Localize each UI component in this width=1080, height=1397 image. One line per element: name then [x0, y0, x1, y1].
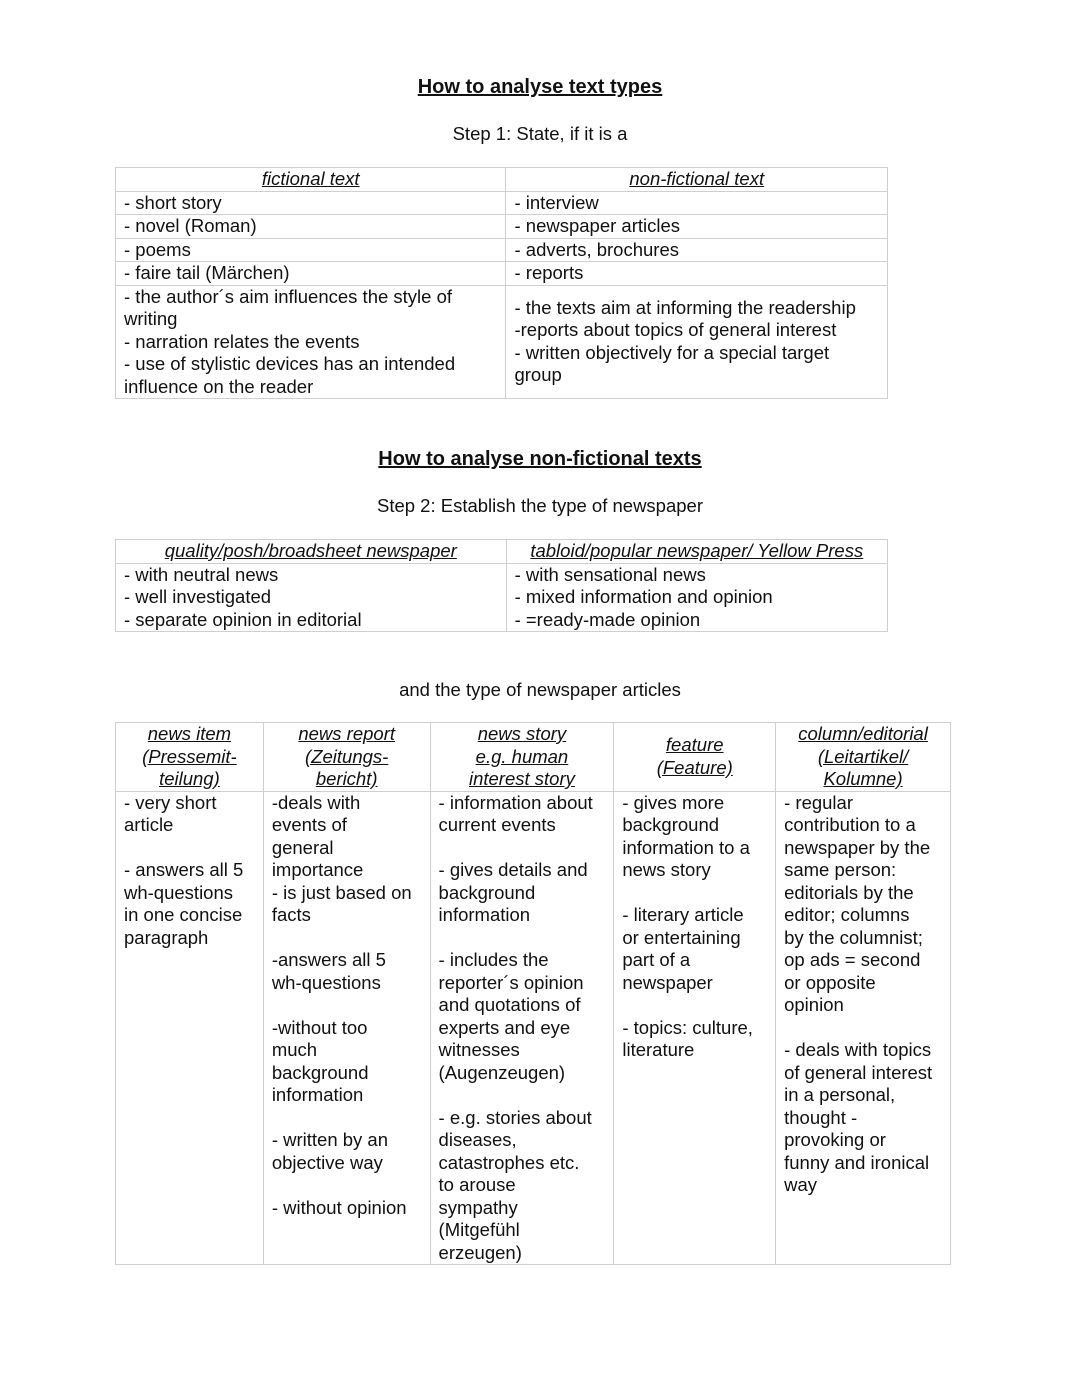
nonfictional-item: - interview — [506, 191, 888, 215]
section1-step: Step 1: State, if it is a — [452, 123, 628, 144]
news-story-point: - information about current events — [438, 791, 593, 835]
column-cell — [776, 791, 951, 1265]
tabloid-header: tabloid/popular newspaper/ Yellow Press — [506, 540, 887, 564]
news-item-cell — [116, 791, 264, 1265]
quality-header: quality/posh/broadsheet newspaper — [116, 540, 507, 564]
nonfictional-item: - newspaper articles — [506, 215, 888, 239]
news-story-point: - includes the reporter´s opinion and quotations of experts and eye witnesses (Augenzeugen) — [438, 949, 584, 1083]
news-story-cell — [430, 791, 614, 1265]
quality-items: - with neutral news - well investigated - separate opinion in editorial — [116, 563, 507, 632]
news-report-header: news report (Zeitungs- bericht) — [263, 723, 430, 792]
news-report-point: - written by an objective way — [271, 1129, 388, 1173]
news-report-cell — [263, 791, 430, 1265]
nonfictional-header: non-fictional text — [506, 168, 888, 192]
table-row — [116, 262, 888, 286]
feature-point: - gives more background information to a news story — [622, 791, 750, 880]
table-row — [116, 238, 888, 262]
section2-title: How to analyse non-fictional texts — [378, 448, 702, 470]
table-row — [116, 215, 888, 239]
column-point: - regular contribution to a newspaper by the same person: editorials by the editor; columns by the columnist; op ads = second or opposite opinion — [784, 791, 931, 1015]
column-header: column/editorial (Leitartikel/ Kolumne) — [776, 723, 951, 792]
column-point: - deals with topics of general interest in a personal, thought - provoking or funny and ironical way — [784, 1039, 933, 1195]
news-report-point: -answers all 5 wh-questions — [271, 949, 386, 993]
fictional-item: - novel (Roman) — [116, 215, 506, 239]
news-item-point: - answers all 5 wh-questions in one concise paragraph — [124, 859, 244, 948]
section3-step: and the type of newspaper articles — [399, 679, 681, 700]
news-story-point: - gives details and background information — [438, 859, 588, 925]
table-row — [116, 285, 888, 399]
news-report-point: -deals with events of general importance — [271, 791, 364, 880]
nonfictional-notes: - the texts aim at informing the readership -reports about topics of general interest - written objectively for a special target group — [506, 285, 888, 399]
nonfictional-item: - reports — [506, 262, 888, 286]
feature-point: - literary article or entertaining part of a newspaper — [622, 904, 744, 993]
table-row — [116, 191, 888, 215]
fictional-item: - short story — [116, 191, 506, 215]
fictional-item: - faire tail (Märchen) — [116, 262, 506, 286]
table-row — [116, 563, 888, 632]
fictional-notes: - the author´s aim influences the style of writing - narration relates the events - use of stylistic devices has an intended influence on the reader — [116, 285, 506, 399]
section2-step: Step 2: Establish the type of newspaper — [376, 495, 703, 516]
feature-point: - topics: culture, literature — [622, 1016, 753, 1060]
feature-cell — [614, 791, 776, 1265]
fictional-item: - poems — [116, 238, 506, 262]
news-story-point: - e.g. stories about diseases, catastrophes etc. to arouse sympathy (Mitgefühl erzeugen) — [438, 1106, 592, 1263]
news-item-point: - very short article — [124, 791, 217, 835]
news-report-point: - without opinion — [271, 1196, 407, 1218]
news-item-header: news item (Pressemit- teilung) — [116, 723, 264, 792]
news-story-header: news story e.g. human interest story — [430, 723, 614, 792]
news-report-point: -without too much background information — [271, 1016, 369, 1105]
tabloid-items: - with sensational news - mixed information and opinion - =ready-made opinion — [506, 563, 887, 632]
table-row — [116, 791, 951, 1265]
feature-header: feature (Feature) — [614, 723, 776, 792]
section1-title: How to analyse text types — [417, 76, 663, 98]
article-types-table — [115, 722, 951, 1265]
news-report-point: - is just based on facts — [271, 881, 412, 925]
newspaper-types-table — [115, 539, 888, 632]
text-types-table — [115, 167, 888, 399]
nonfictional-item: - adverts, brochures — [506, 238, 888, 262]
fictional-header: fictional text — [116, 168, 506, 192]
